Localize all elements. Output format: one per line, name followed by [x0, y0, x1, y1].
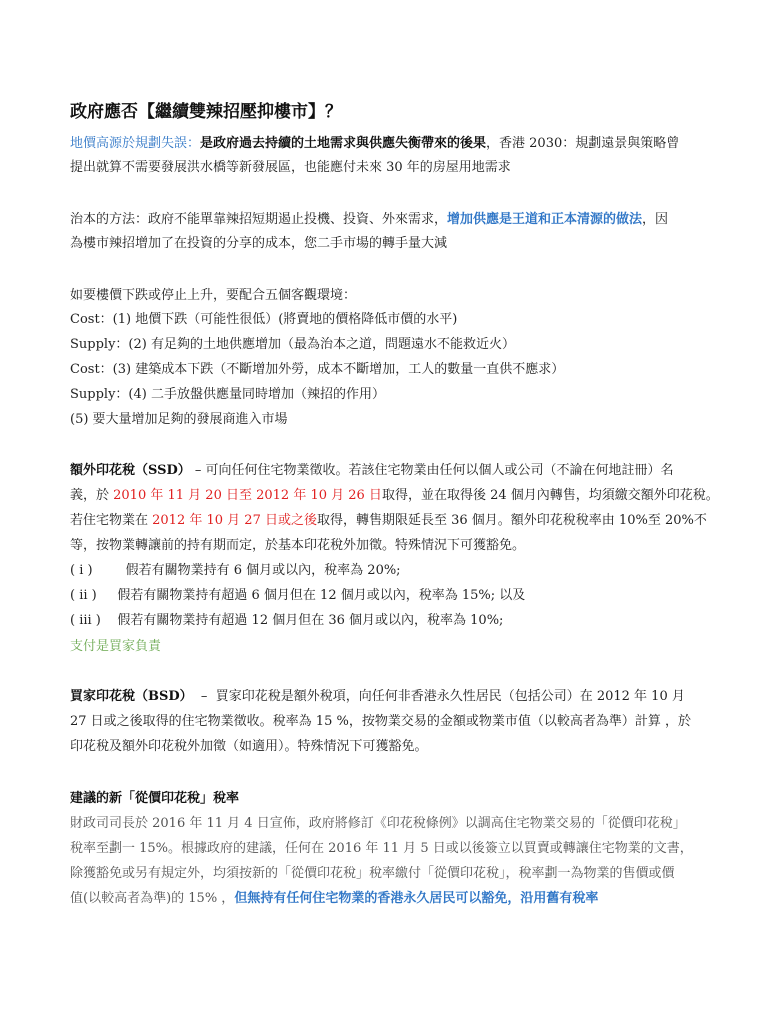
page-title: 政府應否【繼續雙辣招壓抑樓市】？	[70, 102, 342, 122]
p2-text2: ，因	[642, 212, 669, 227]
p1-bold: 是政府過去持續的土地需求與供應失衡帶來的後果	[200, 136, 487, 151]
p1-line1	[70, 135, 679, 153]
ssd-heading: 額外印花稅（SSD）	[70, 463, 191, 478]
ssd-l2b: 取得，並在取得後 24 個月內轉售，均須繳交額外印花稅。	[381, 488, 719, 503]
avd-line2: 稅率至劃一 15%。根據政府的建議，任何在 2016 年 11 月 5 日或以後簽立以買賣或轉讓住宅物業的文書，	[70, 841, 693, 856]
bsd-heading: 買家印花稅（BSD）	[70, 689, 193, 704]
bsd-dash: –	[192, 689, 216, 704]
bsd-line3: 印花稅及額外印花稅外加徵（如適用）。特殊情況下可獲豁免。	[70, 739, 428, 754]
ssd-line4: 等，按物業轉讓前的持有期而定，於基本印花稅外加徵。特殊情況下可獲豁免。	[70, 538, 526, 553]
avd-heading: 建議的新「從價印花稅」稅率	[70, 791, 240, 806]
ssd-dash: –	[190, 463, 206, 478]
p2-line1	[70, 211, 668, 229]
p1-line2: 提出就算不需要發展洪水橋等新發展區，也能應付未來 30 年的房屋用地需求	[70, 160, 511, 175]
ssd-rate-1: ( i ) 假若有關物業持有 6 個月或以內，稅率為 20%;	[70, 563, 401, 578]
p2-blue: 增加供應是王道和正本清源的做法	[447, 212, 643, 227]
bsd-l1: 買家印花稅是額外稅項，向任何非香港永久性居民（包括公司）在 2012 年 10 月	[215, 689, 685, 704]
ssd-line3	[70, 512, 707, 530]
ssd-line1	[70, 462, 674, 480]
avd-l4a: 值(以較高者為準)的 15% ，	[70, 891, 235, 906]
ssd-l3b: 取得，轉售期限延長至 36 個月。額外印花稅稅率由 10%至 20%不	[316, 513, 707, 528]
ssd-note: 支付是買家負責	[70, 639, 162, 654]
bsd-line2: 27 日或之後取得的住宅物業徵收。稅率為 15 %，按物業交易的金額或物業市值（以較高者為準）計算 ，於	[70, 714, 691, 729]
ssd-rate-3: ( iii ) 假若有關物業持有超過 12 個月但在 36 個月或以內，稅率為 10%;	[70, 613, 504, 628]
avd-line1: 財政司司長於 2016 年 11 月 4 日宣佈，政府將修訂《印花稅條例》以調高住宅物業交易的「從價印花稅」	[70, 816, 686, 831]
ssd-line2	[70, 487, 719, 505]
list-item: Supply：(4) 二手放盤供應量同時增加（辣招的作用）	[70, 387, 385, 402]
ssd-date-after: 2012 年 10 月 27 日或之後	[152, 513, 317, 528]
list-item: Cost：(3) 建築成本下跌（不斷增加外勞，成本不斷增加，工人的數量一直供不應求）	[70, 362, 565, 377]
bsd-line1	[70, 688, 685, 706]
p2-text1: 治本的方法：政府不能單靠辣招短期遏止投機、投資、外來需求，	[70, 212, 448, 227]
avd-line3: 除獲豁免或另有規定外，均須按新的「從價印花稅」稅率繳付「從價印花稅」，稅率劃一為物業的售價或價	[70, 866, 675, 881]
ssd-rate-2: ( ii ) 假若有關物業持有超過 6 個月但在 12 個月或以內，稅率為 15%; 以及	[70, 588, 526, 603]
ssd-l1: 可向任何住宅物業徵收。若該住宅物業由任何以個人或公司（不論在何地註冊）名	[205, 463, 674, 478]
p1-tail: ，香港 2030：規劃遠景與策略曾	[486, 136, 680, 151]
p2-line2: 為樓市辣招增加了在投資的分享的成本，您二手市場的轉手量大減	[70, 236, 448, 251]
list-item: Cost：(1) 地價下跌（可能性很低）(將賣地的價格降低市價的水平)	[70, 312, 458, 327]
ssd-l3a: 若住宅物業在	[70, 513, 153, 528]
list-item: Supply：(2) 有足夠的土地供應增加（最為治本之道，問題遠水不能救近火）	[70, 337, 515, 352]
avd-exemption: 但無持有任何住宅物業的香港永久居民可以豁免，沿用舊有稅率	[234, 891, 599, 906]
list-item: (5) 要大量增加足夠的發展商進入市場	[70, 412, 288, 427]
ssd-l2a: 義，於	[70, 488, 114, 503]
ssd-date-range: 2010 年 11 月 20 日至 2012 年 10 月 26 日	[113, 488, 382, 503]
p3-intro: 如要樓價下跌或停止上升，要配合五個客觀環境：	[70, 288, 357, 303]
avd-line4	[70, 890, 598, 908]
p1-lead: 地價高源於規劃失誤：	[70, 136, 201, 151]
